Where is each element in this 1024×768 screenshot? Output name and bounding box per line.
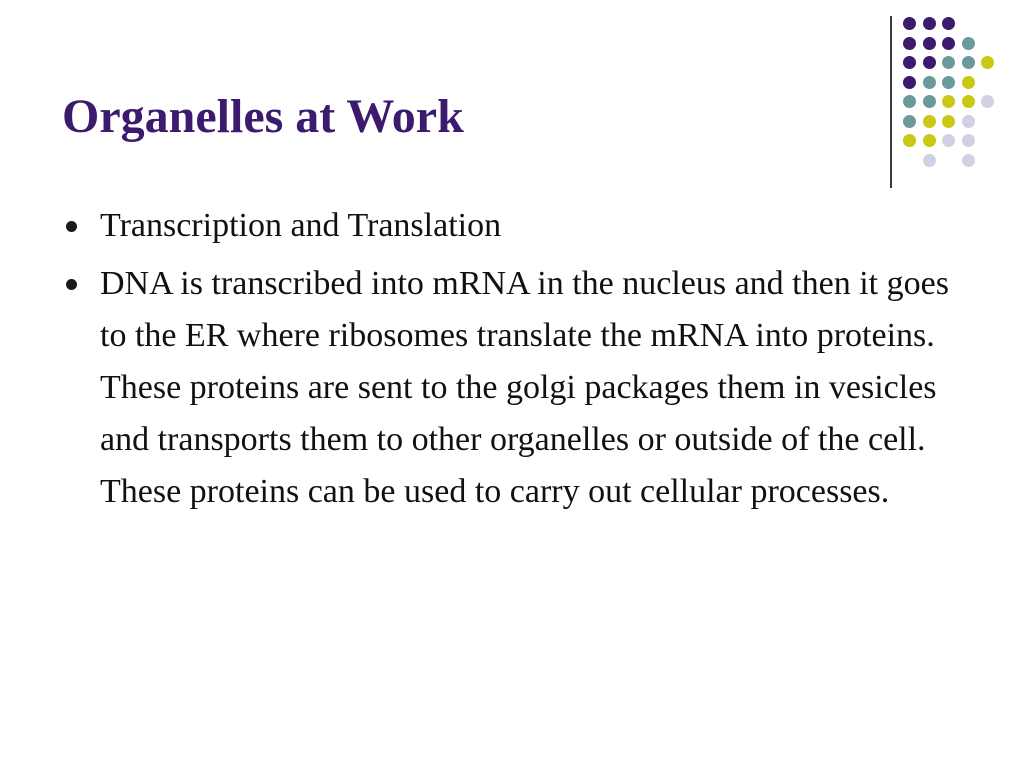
decorative-dot bbox=[942, 115, 955, 128]
decorative-dot bbox=[923, 37, 936, 50]
decorative-dot-grid bbox=[900, 14, 1010, 164]
decorative-dot bbox=[962, 115, 975, 128]
decorative-dot bbox=[903, 56, 916, 69]
decorative-dot bbox=[962, 37, 975, 50]
decorative-dot bbox=[923, 17, 936, 30]
slide-title: Organelles at Work bbox=[62, 90, 464, 143]
decorative-dot bbox=[923, 56, 936, 69]
bullet-list bbox=[62, 200, 972, 524]
title-divider bbox=[890, 16, 892, 188]
decorative-dot bbox=[923, 95, 936, 108]
bullet-item bbox=[62, 200, 972, 252]
decorative-dot bbox=[923, 154, 936, 167]
bullet-dot-icon bbox=[66, 279, 77, 290]
decorative-dot bbox=[903, 37, 916, 50]
decorative-dot bbox=[962, 95, 975, 108]
decorative-dot bbox=[962, 154, 975, 167]
decorative-dot bbox=[962, 76, 975, 89]
decorative-dot bbox=[903, 134, 916, 147]
decorative-dot bbox=[942, 17, 955, 30]
decorative-dot bbox=[903, 76, 916, 89]
decorative-dot bbox=[903, 115, 916, 128]
decorative-dot bbox=[923, 134, 936, 147]
decorative-dot bbox=[942, 76, 955, 89]
decorative-dot bbox=[923, 115, 936, 128]
decorative-dot bbox=[962, 134, 975, 147]
bullet-dot-icon bbox=[66, 221, 77, 232]
decorative-dot bbox=[962, 56, 975, 69]
decorative-dot bbox=[923, 76, 936, 89]
decorative-dot bbox=[903, 17, 916, 30]
bullet-text: Transcription and Translation bbox=[100, 207, 502, 244]
decorative-dot bbox=[981, 95, 994, 108]
decorative-dot bbox=[942, 37, 955, 50]
bullet-item bbox=[62, 258, 972, 518]
decorative-dot bbox=[942, 134, 955, 147]
decorative-dot bbox=[981, 56, 994, 69]
decorative-dot bbox=[942, 95, 955, 108]
bullet-text: DNA is transcribed into mRNA in the nucleus and then it goes to the ER where ribosomes translate the mRNA into proteins. These proteins are sent to the golgi packages them in vesicles and transports them to other organelles or outside of the cell. These proteins can be used to carry out cellular processes. bbox=[100, 265, 949, 510]
decorative-dot bbox=[903, 95, 916, 108]
decorative-dot bbox=[942, 56, 955, 69]
